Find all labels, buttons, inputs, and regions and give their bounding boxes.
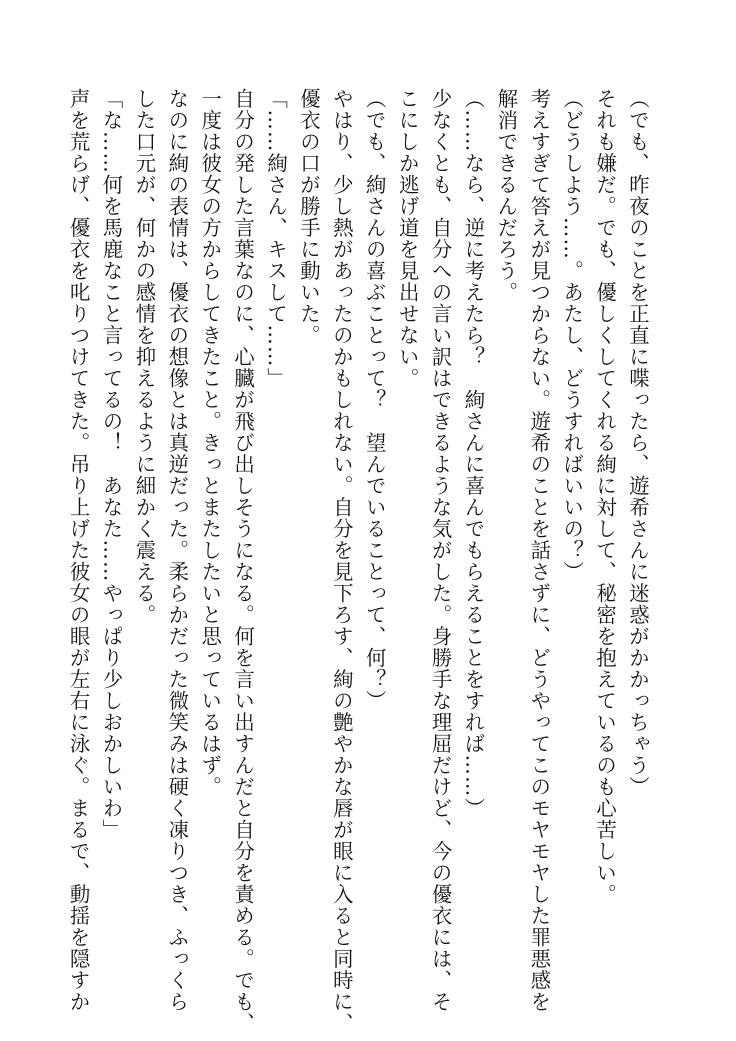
text-line: それも嫌だ。でも、優しくしてくれる絢に対して、秘密を抱えているのも心苦しい。 <box>593 88 618 905</box>
text-line: 一度は彼女の方からしてきたこと。きっとまたしたいと思っているはず。 <box>198 88 223 798</box>
text-line: （でも、昨夜のことを正直に喋ったら、遊希さんに迷惑がかかっちゃう） <box>626 88 650 798</box>
text-line: 自分の発した言葉なのに、心臓が飛び出しそうになる。何を言い出すんだと自分を責める。でも、 <box>231 88 256 1034</box>
text-line: なのに絢の表情は、優衣の想像とは真逆だった。柔らかだった微笑みは硬く凍りつき、ふっくら <box>165 88 190 1013</box>
text-line: 少なくとも、自分への言い訳はできるような気がした。身勝手な理屈だけど、今の優衣には、そ <box>428 88 453 1013</box>
text-line: 声を荒らげ、優衣を叱りつけてきた。吊り上げた彼女の眼が左右に泳ぐ。まるで、動揺を隠すか <box>66 88 91 1013</box>
text-line: 考えすぎて答えが見つからない。遊希のことを話さずに、どうやってこのモヤモヤした罪悪感を <box>527 88 552 1013</box>
text-line: やはり、少し熱があったのかもしれない。自分を見下ろす、絢の艶やかな唇が眼に入ると同時に、 <box>329 88 354 1034</box>
text-line: （でも、絢さんの喜ぶことって？ 望んでいることって、何？） <box>362 88 387 712</box>
text-line: 優衣の口が勝手に動いた。 <box>296 88 321 346</box>
text-line: 解消できるんだろう。 <box>494 88 519 303</box>
text-line: こにしか逃げ道を見出せない。 <box>395 88 420 389</box>
vertical-text-body <box>62 88 654 1034</box>
text-line: 「……絢さん、キスして……」 <box>264 88 289 389</box>
text-line: した口元が、何かの感情を抑えるように細かく震える。 <box>132 88 157 626</box>
text-line: （どうしよう……。あたし、どうすればいいの？） <box>560 88 585 583</box>
text-line: 「な……何を馬鹿なこと言ってるの！ あなた……やっぱり少しおかしいわ」 <box>99 88 124 841</box>
text-line: （……なら、逆に考えたら？ 絢さんに喜んでもらえることをすれば……） <box>461 88 486 819</box>
